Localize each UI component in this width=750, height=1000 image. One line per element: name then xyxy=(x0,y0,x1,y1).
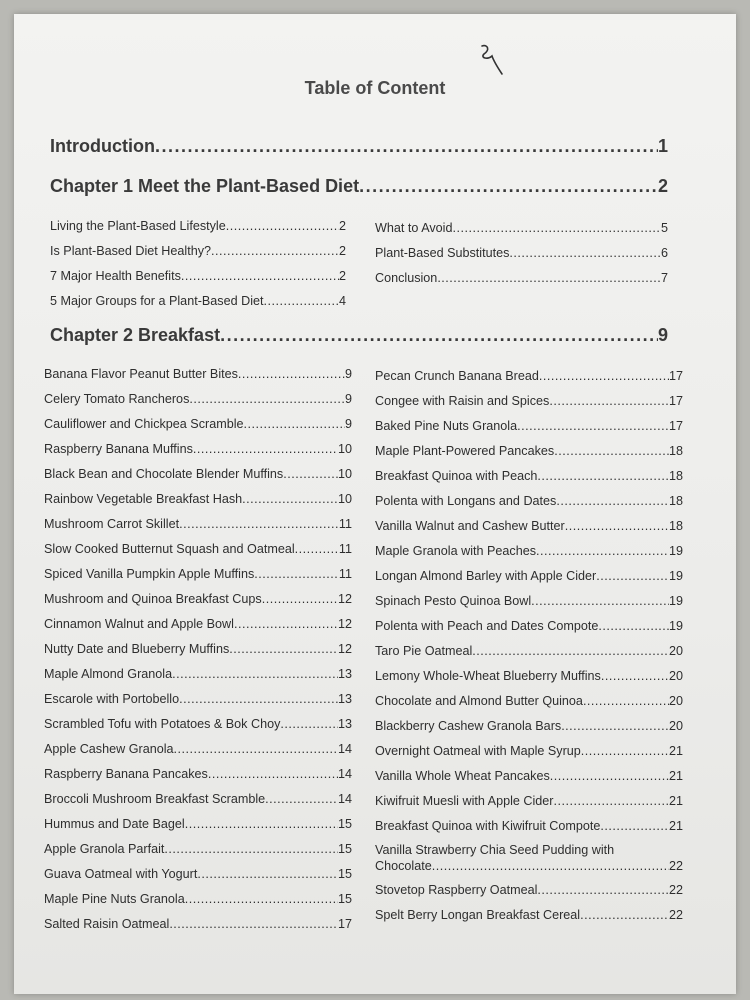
entry-page-number: 15 xyxy=(337,892,352,906)
leader-dots xyxy=(181,264,339,289)
leader-dots xyxy=(596,564,669,589)
leader-dots xyxy=(437,266,661,291)
toc-entry[interactable] xyxy=(375,639,683,664)
entry-label: Living the Plant-Based Lifestyle xyxy=(50,219,226,233)
entry-label: Vanilla Walnut and Cashew Butter xyxy=(375,519,565,533)
entry-label: 5 Major Groups for a Plant-Based Diet xyxy=(50,294,264,308)
entry-page-number: 20 xyxy=(668,719,683,733)
toc-entry[interactable] xyxy=(44,462,352,487)
entry-label: Mushroom Carrot Skillet xyxy=(44,517,180,531)
entry-label: Maple Pine Nuts Granola xyxy=(44,892,185,906)
entry-page-number: 19 xyxy=(668,544,683,558)
entry-page-number: 22 xyxy=(668,859,683,873)
entry-label: Guava Oatmeal with Yogurt xyxy=(44,867,198,881)
entry-page-number: 14 xyxy=(337,792,352,806)
toc-entry[interactable] xyxy=(44,487,352,512)
toc-entry[interactable] xyxy=(375,689,683,714)
entry-page-number: 9 xyxy=(344,392,352,406)
leader-dots xyxy=(556,489,669,514)
entry-label: Spiced Vanilla Pumpkin Apple Muffins xyxy=(44,567,255,581)
entry-page-number: 2 xyxy=(338,244,346,258)
leader-dots xyxy=(220,325,658,346)
entry-page-number: 7 xyxy=(660,271,668,285)
entry-label-continued: Chocolate xyxy=(375,859,432,873)
entry-page-number: 12 xyxy=(337,617,352,631)
toc-entry[interactable] xyxy=(375,489,683,514)
entry-page-number: 13 xyxy=(337,667,352,681)
toc-entry[interactable] xyxy=(375,414,683,439)
toc-entry[interactable] xyxy=(375,241,668,266)
entry-page-number: 12 xyxy=(337,592,352,606)
leader-dots xyxy=(531,589,669,614)
heading-label: Chapter 1 Meet the Plant-Based Diet xyxy=(50,176,360,196)
entry-label: Spelt Berry Longan Breakfast Cereal xyxy=(375,908,581,922)
leader-dots xyxy=(432,858,669,874)
entry-page-number: 11 xyxy=(338,542,352,556)
entry-label: Cinnamon Walnut and Apple Bowl xyxy=(44,617,234,631)
leader-dots xyxy=(537,878,669,903)
entry-page-number: 20 xyxy=(668,644,683,658)
entry-page-number: 22 xyxy=(668,883,683,897)
heading-page-number: 1 xyxy=(657,136,668,156)
entry-label: Banana Flavor Peanut Butter Bites xyxy=(44,367,238,381)
toc-entry[interactable] xyxy=(44,637,352,662)
entry-label: Is Plant-Based Diet Healthy? xyxy=(50,244,212,258)
leader-dots xyxy=(537,464,669,489)
toc-entry[interactable] xyxy=(44,587,352,612)
toc-entry[interactable] xyxy=(44,887,352,912)
entry-page-number: 9 xyxy=(344,417,352,431)
toc-entry[interactable] xyxy=(375,664,683,689)
entry-page-number: 21 xyxy=(668,769,683,783)
entry-label: Black Bean and Chocolate Blender Muffins xyxy=(44,467,284,481)
toc-entry[interactable] xyxy=(375,364,683,389)
toc-entry[interactable] xyxy=(375,739,683,764)
entry-label: Kiwifruit Muesli with Apple Cider xyxy=(375,794,554,808)
leader-dots xyxy=(174,737,338,762)
entry-page-number: 11 xyxy=(338,567,352,581)
entry-page-number: 15 xyxy=(337,867,352,881)
entry-label: Maple Plant-Powered Pancakes xyxy=(375,444,555,458)
toc-entry[interactable] xyxy=(375,714,683,739)
leader-dots xyxy=(208,762,338,787)
entry-page-number: 19 xyxy=(668,594,683,608)
entry-page-number: 21 xyxy=(668,744,683,758)
entry-label: Breakfast Quinoa with Peach xyxy=(375,469,538,483)
toc-entry[interactable] xyxy=(44,912,352,937)
leader-dots xyxy=(242,487,338,512)
toc-entry[interactable] xyxy=(44,412,352,437)
toc-entry[interactable] xyxy=(50,239,346,264)
toc-entry[interactable] xyxy=(44,787,352,812)
heading-label: Chapter 2 Breakfast xyxy=(50,325,221,345)
entry-page-number: 10 xyxy=(337,467,352,481)
entry-label: Rainbow Vegetable Breakfast Hash xyxy=(44,492,243,506)
entry-page-number: 9 xyxy=(344,367,352,381)
leader-dots xyxy=(280,712,338,737)
entry-label: Polenta with Longans and Dates xyxy=(375,494,557,508)
leader-dots xyxy=(580,903,669,928)
toc-entry[interactable] xyxy=(44,737,352,762)
leader-dots xyxy=(238,362,345,387)
leader-dots xyxy=(226,214,339,239)
entry-label: Cauliflower and Chickpea Scramble xyxy=(44,417,244,431)
toc-entry[interactable] xyxy=(44,387,352,412)
leader-dots xyxy=(197,862,338,887)
toc-entry[interactable] xyxy=(44,837,352,862)
entry-label: Apple Cashew Granola xyxy=(44,742,174,756)
entry-page-number: 4 xyxy=(338,294,346,308)
page-title: Table of Content xyxy=(304,78,446,98)
entry-page-number: 17 xyxy=(668,394,683,408)
entry-page-number: 11 xyxy=(338,517,352,531)
entry-label: Taro Pie Oatmeal xyxy=(375,644,473,658)
entry-continuation-line xyxy=(375,858,683,874)
leader-dots xyxy=(211,239,339,264)
entry-page-number: 19 xyxy=(668,569,683,583)
entry-page-number: 17 xyxy=(668,419,683,433)
entry-label: Salted Raisin Oatmeal xyxy=(44,917,170,931)
leader-dots xyxy=(283,462,338,487)
entry-page-number: 10 xyxy=(337,442,352,456)
toc-entry[interactable] xyxy=(44,662,352,687)
leader-dots xyxy=(185,812,338,837)
leader-dots xyxy=(169,912,338,937)
entry-page-number: 19 xyxy=(668,619,683,633)
entry-page-number: 15 xyxy=(337,817,352,831)
entry-page-number: 5 xyxy=(660,221,668,235)
entry-label: Apple Granola Parfait xyxy=(44,842,165,856)
entry-label: Mushroom and Quinoa Breakfast Cups xyxy=(44,592,262,606)
toc-entry[interactable] xyxy=(375,564,683,589)
leader-dots xyxy=(581,739,669,764)
entry-label: Escarole with Portobello xyxy=(44,692,180,706)
toc-entry[interactable] xyxy=(44,562,352,587)
leader-dots xyxy=(517,414,669,439)
leader-dots xyxy=(539,364,669,389)
toc-entry[interactable] xyxy=(50,214,346,239)
entry-label: Raspberry Banana Pancakes xyxy=(44,767,208,781)
entry-page-number: 20 xyxy=(668,669,683,683)
entry-label: Pecan Crunch Banana Bread xyxy=(375,369,539,383)
leader-dots xyxy=(179,512,339,537)
leader-dots xyxy=(452,216,661,241)
leader-dots xyxy=(262,587,338,612)
entry-label: Stovetop Raspberry Oatmeal xyxy=(375,883,538,897)
toc-entry[interactable] xyxy=(44,762,352,787)
entry-label: 7 Major Health Benefits xyxy=(50,269,181,283)
leader-dots xyxy=(193,437,338,462)
leader-dots xyxy=(549,389,669,414)
toc-entry[interactable] xyxy=(375,464,683,489)
toc-entry[interactable] xyxy=(44,812,352,837)
entry-label: Nutty Date and Blueberry Muffins xyxy=(44,642,230,656)
heading-label: Introduction xyxy=(50,136,155,156)
toc-entry[interactable] xyxy=(375,439,683,464)
toc-entry[interactable] xyxy=(375,539,683,564)
entry-label: Breakfast Quinoa with Kiwifruit Compote xyxy=(375,819,601,833)
entry-label: Congee with Raisin and Spices xyxy=(375,394,550,408)
entry-label: What to Avoid xyxy=(375,221,453,235)
toc-entry[interactable] xyxy=(44,687,352,712)
leader-dots xyxy=(583,689,669,714)
toc-heading-introduction[interactable] xyxy=(50,136,668,157)
handwritten-mark xyxy=(474,42,508,78)
entry-page-number: 6 xyxy=(660,246,668,260)
toc-entry[interactable] xyxy=(375,266,668,291)
entry-label: Conclusion xyxy=(375,271,438,285)
toc-entry[interactable] xyxy=(375,764,683,789)
entry-label: Lemony Whole-Wheat Blueberry Muffins xyxy=(375,669,601,683)
entry-label: Spinach Pesto Quinoa Bowl xyxy=(375,594,532,608)
entry-page-number: 22 xyxy=(668,908,683,922)
toc-entry[interactable] xyxy=(44,437,352,462)
entry-page-number: 21 xyxy=(668,819,683,833)
leader-dots xyxy=(561,714,669,739)
chapter-1-right-column xyxy=(375,216,668,291)
entry-label: Maple Granola with Peaches xyxy=(375,544,537,558)
entry-page-number: 18 xyxy=(668,494,683,508)
entry-label: Maple Almond Granola xyxy=(44,667,173,681)
leader-dots xyxy=(244,412,345,437)
entry-label: Baked Pine Nuts Granola xyxy=(375,419,518,433)
entry-page-number: 15 xyxy=(337,842,352,856)
toc-entry[interactable] xyxy=(375,878,683,903)
chapter-2-left-column xyxy=(44,362,352,937)
leader-dots xyxy=(598,614,669,639)
leader-dots xyxy=(155,136,658,157)
toc-entry[interactable] xyxy=(375,814,683,839)
leader-dots xyxy=(509,241,661,266)
entry-label: Longan Almond Barley with Apple Cider xyxy=(375,569,597,583)
entry-label: Overnight Oatmeal with Maple Syrup xyxy=(375,744,581,758)
toc-entry[interactable] xyxy=(375,789,683,814)
leader-dots xyxy=(254,562,339,587)
toc-entry[interactable] xyxy=(44,612,352,637)
leader-dots xyxy=(554,439,669,464)
toc-entry[interactable] xyxy=(50,289,346,314)
leader-dots xyxy=(185,887,338,912)
leader-dots xyxy=(601,664,669,689)
entry-label: Slow Cooked Butternut Squash and Oatmeal xyxy=(44,542,295,556)
toc-entry[interactable] xyxy=(44,537,352,562)
entry-label: Chocolate and Almond Butter Quinoa xyxy=(375,694,583,708)
toc-entry[interactable] xyxy=(375,839,683,878)
leader-dots xyxy=(265,787,338,812)
toc-entry[interactable] xyxy=(375,216,668,241)
entry-label: Plant-Based Substitutes xyxy=(375,246,510,260)
entry-page-number: 14 xyxy=(337,742,352,756)
entry-page-number: 14 xyxy=(337,767,352,781)
entry-page-number: 17 xyxy=(668,369,683,383)
toc-heading-chapter-1[interactable] xyxy=(50,176,668,197)
toc-entry[interactable] xyxy=(44,512,352,537)
entry-page-number: 18 xyxy=(668,444,683,458)
leader-dots xyxy=(550,764,669,789)
chapter-2-right-column xyxy=(375,364,683,928)
toc-entry[interactable] xyxy=(375,589,683,614)
leader-dots xyxy=(553,789,669,814)
toc-entry[interactable] xyxy=(375,614,683,639)
toc-heading-chapter-2[interactable] xyxy=(50,325,668,346)
leader-dots xyxy=(565,514,669,539)
entry-page-number: 18 xyxy=(668,519,683,533)
leader-dots xyxy=(189,387,345,412)
entry-page-number: 12 xyxy=(337,642,352,656)
entry-page-number: 2 xyxy=(338,219,346,233)
entry-label: Vanilla Strawberry Chia Seed Pudding with xyxy=(375,843,615,857)
leader-dots xyxy=(164,837,338,862)
leader-dots xyxy=(172,662,338,687)
leader-dots xyxy=(472,639,669,664)
entry-label: Vanilla Whole Wheat Pancakes xyxy=(375,769,550,783)
heading-page-number: 2 xyxy=(657,176,668,196)
toc-entry[interactable] xyxy=(375,903,683,928)
heading-page-number: 9 xyxy=(657,325,668,345)
entry-page-number: 2 xyxy=(338,269,346,283)
leader-dots xyxy=(359,176,658,197)
toc-entry[interactable] xyxy=(50,264,346,289)
leader-dots xyxy=(179,687,338,712)
leader-dots xyxy=(264,289,339,314)
toc-entry[interactable] xyxy=(375,514,683,539)
leader-dots xyxy=(600,814,669,839)
entry-page-number: 10 xyxy=(337,492,352,506)
entry-label: Celery Tomato Rancheros xyxy=(44,392,190,406)
entry-page-number: 17 xyxy=(337,917,352,931)
entry-page-number: 21 xyxy=(668,794,683,808)
entry-label: Scrambled Tofu with Potatoes & Bok Choy xyxy=(44,717,281,731)
entry-page-number: 13 xyxy=(337,692,352,706)
leader-dots xyxy=(229,637,338,662)
leader-dots xyxy=(234,612,338,637)
entry-label: Raspberry Banana Muffins xyxy=(44,442,193,456)
toc-entry[interactable] xyxy=(44,362,352,387)
entry-label: Blackberry Cashew Granola Bars xyxy=(375,719,562,733)
entry-page-number: 18 xyxy=(668,469,683,483)
toc-entry[interactable] xyxy=(375,389,683,414)
toc-entry[interactable] xyxy=(44,712,352,737)
leader-dots xyxy=(536,539,669,564)
toc-entry[interactable] xyxy=(44,862,352,887)
entry-label: Broccoli Mushroom Breakfast Scramble xyxy=(44,792,266,806)
entry-label: Hummus and Date Bagel xyxy=(44,817,185,831)
entry-page-number: 20 xyxy=(668,694,683,708)
entry-label: Polenta with Peach and Dates Compote xyxy=(375,619,599,633)
entry-page-number: 13 xyxy=(337,717,352,731)
leader-dots xyxy=(295,537,339,562)
chapter-1-left-column xyxy=(50,214,346,314)
